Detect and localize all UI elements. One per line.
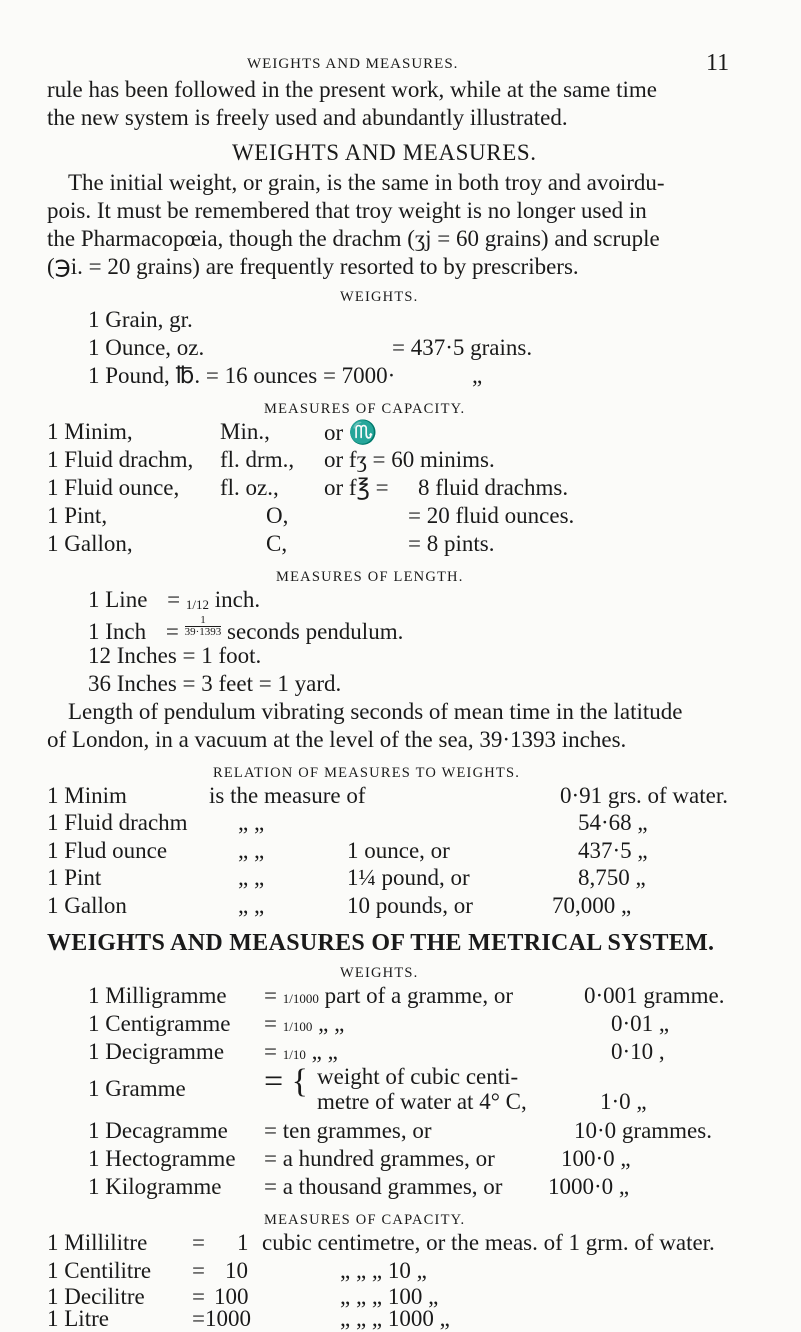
weights-row-pound: 1 Pound, ℔. = 16 ounces = 7000· xyxy=(88,363,396,388)
metric-centi-name: 1 Centigramme xyxy=(88,1011,231,1036)
capacity-pint-value: = 20 fluid ounces. xyxy=(408,503,575,528)
metric-deci-text: „ „ xyxy=(305,1039,338,1064)
capacity-gallon-value: = 8 pints. xyxy=(408,531,495,556)
metric-centi-val: 0·01 „ xyxy=(611,1011,670,1036)
capacity-gallon-abbr: C, xyxy=(266,531,288,556)
relation-gallon-val: 70,000 „ xyxy=(552,893,632,918)
capacity-minim-sym: or ♏ xyxy=(324,420,378,445)
metric-kilo-val: 1000·0 „ xyxy=(548,1174,630,1199)
running-head-title: WEIGHTS AND MEASURES. xyxy=(247,56,459,72)
main-heading: WEIGHTS AND MEASURES. xyxy=(232,140,537,165)
metric-deci-desc xyxy=(264,1039,338,1065)
metric-cap-deci-name: 1 Decilitre xyxy=(47,1284,145,1309)
metric-weights-heading: WEIGHTS. xyxy=(340,965,419,981)
relation-ounce-mid: „ „ xyxy=(238,838,265,863)
relation-gallon-name: 1 Gallon xyxy=(47,893,127,918)
length-foot: 12 Inches = 1 foot. xyxy=(88,643,262,668)
metric-cap-deci-eq: = xyxy=(192,1284,205,1309)
metric-milli-name: 1 Milligramme xyxy=(88,983,227,1008)
intro-line-1: rule has been followed in the present work, while at the same time xyxy=(47,77,657,102)
metric-cap-litre-eq: = xyxy=(192,1306,205,1331)
metric-cap-litre-text: „ „ „ 1000 „ xyxy=(340,1306,450,1331)
metric-gramme-t1: weight of cubic centi- xyxy=(317,1064,519,1089)
weights-heading: WEIGHTS. xyxy=(340,289,419,305)
metric-centi-eq: = xyxy=(264,1011,283,1036)
para-line-4: (℈i. = 20 grains) are frequently resorted to by prescribers. xyxy=(47,254,579,279)
metric-cap-milli-num: 1 xyxy=(237,1230,249,1255)
metric-hecto-text: = a hundred grammes, or xyxy=(264,1146,495,1171)
weights-row-pound-value: „ xyxy=(472,363,483,388)
capacity-minim-name: 1 Minim, xyxy=(47,419,133,444)
metric-cap-deci-text: „ „ „ 100 „ xyxy=(340,1284,439,1309)
relation-pint-mid: „ „ xyxy=(238,865,265,890)
metric-cap-centi-text: „ „ „ 10 „ xyxy=(340,1258,427,1283)
metric-milli-fraction: 1/1000 xyxy=(282,991,319,1006)
capacity-heading: MEASURES OF CAPACITY. xyxy=(264,401,466,417)
relation-gallon-eq: 10 pounds, or xyxy=(347,893,473,918)
metric-deca-val: 10·0 grammes. xyxy=(574,1118,712,1143)
metric-hecto-name: 1 Hectogramme xyxy=(88,1146,236,1171)
capacity-drachm-abbr: fl. drm., xyxy=(220,447,295,472)
metric-deca-name: 1 Decagramme xyxy=(88,1118,228,1143)
intro-line-2: the new system is freely used and abundantly illustrated. xyxy=(47,105,568,130)
metric-cap-centi-name: 1 Centilitre xyxy=(47,1258,152,1283)
metric-centi-fraction: 1/100 xyxy=(282,1019,313,1034)
relation-minim-name: 1 Minim xyxy=(47,783,127,808)
metric-cap-milli-text: cubic centimetre, or the meas. of 1 grm. of water. xyxy=(262,1230,715,1255)
length-heading: MEASURES OF LENGTH. xyxy=(276,569,464,585)
capacity-ounce-value: 8 fluid drachms. xyxy=(418,475,569,500)
metric-gramme-t2: metre of water at 4° C, xyxy=(317,1089,527,1114)
page-number: 11 xyxy=(706,50,730,76)
length-line-label: 1 Line xyxy=(88,587,148,612)
metric-gramme-name: 1 Gramme xyxy=(88,1076,186,1101)
metric-cap-litre-num: 1000 xyxy=(205,1306,251,1331)
relation-heading: RELATION OF MEASURES TO WEIGHTS. xyxy=(213,765,521,781)
metric-cap-centi-eq: = xyxy=(192,1258,205,1283)
length-inch-row xyxy=(88,615,403,645)
metric-gramme-val: 1·0 „ xyxy=(600,1089,647,1114)
metric-deca-text: = ten grammes, or xyxy=(264,1118,432,1143)
metric-centi-text: „ „ xyxy=(312,1011,345,1036)
capacity-pint-abbr: O, xyxy=(266,503,289,528)
weights-row-ounce-value: = 437·5 grains. xyxy=(392,335,533,360)
capacity-ounce-abbr: fl. oz., xyxy=(220,475,279,500)
pendulum-line-2: of London, in a vacuum at the level of the sea, 39·1393 inches. xyxy=(47,727,627,752)
capacity-gallon-name: 1 Gallon, xyxy=(47,531,133,556)
metric-hecto-val: 100·0 „ xyxy=(561,1146,631,1171)
pendulum-line-1: Length of pendulum vibrating seconds of mean time in the latitude xyxy=(68,699,683,724)
relation-minim-mid: is the measure of xyxy=(209,783,366,808)
metric-deci-fraction: 1/10 xyxy=(282,1047,306,1062)
metric-heading: WEIGHTS AND MEASURES OF THE METRICAL SYSTEM. xyxy=(47,930,715,956)
capacity-pint-name: 1 Pint, xyxy=(47,503,108,528)
para-line-2: pois. It must be remembered that troy weight is no longer used in xyxy=(47,198,647,223)
weights-row-grain: 1 Grain, gr. xyxy=(88,307,193,332)
length-line-unit: inch. xyxy=(209,587,261,612)
length-line-fraction: 1/12 xyxy=(185,597,210,612)
metric-kilo-text: = a thousand grammes, or xyxy=(264,1174,503,1199)
metric-deci-eq: = xyxy=(264,1039,283,1064)
metric-cap-milli-eq: = xyxy=(192,1230,205,1255)
length-line-eq: = xyxy=(167,587,186,612)
para-line-1: The initial weight, or grain, is the same in both troy and avoirdu- xyxy=(68,170,665,195)
capacity-drachm-name: 1 Fluid drachm, xyxy=(47,447,194,472)
capacity-minim-abbr: Min., xyxy=(220,419,270,444)
length-yard: 36 Inches = 3 feet = 1 yard. xyxy=(88,671,342,696)
length-inch-frac-den: 39·1393 xyxy=(184,626,222,638)
length-inch-label: 1 Inch xyxy=(88,619,147,644)
relation-pint-val: 8,750 „ xyxy=(578,865,646,890)
relation-ounce-name: 1 Flud ounce xyxy=(47,838,168,863)
metric-centi-desc xyxy=(264,1011,344,1037)
length-inch-eq: = xyxy=(165,619,185,644)
relation-pint-name: 1 Pint xyxy=(47,865,102,890)
length-inch-frac-num: 1 xyxy=(200,614,206,626)
metric-milli-desc xyxy=(264,983,513,1009)
relation-minim-val: 0·91 grs. of water. xyxy=(560,783,728,808)
metric-kilo-name: 1 Kilogramme xyxy=(88,1174,222,1199)
metric-cap-deci-num: 100 xyxy=(214,1284,249,1309)
metric-cap-litre-name: 1 Litre xyxy=(47,1306,109,1331)
metric-capacity-heading: MEASURES OF CAPACITY. xyxy=(264,1212,466,1228)
metric-milli-val: 0·001 gramme. xyxy=(584,983,725,1008)
capacity-drachm-sym: or fʒ = 60 minims. xyxy=(324,447,495,472)
relation-ounce-val: 437·5 „ xyxy=(578,838,648,863)
relation-gallon-mid: „ „ xyxy=(238,893,265,918)
metric-deci-name: 1 Decigramme xyxy=(88,1039,225,1064)
relation-ounce-eq: 1 ounce, or xyxy=(347,838,450,863)
capacity-ounce-sym: or f℥ = xyxy=(324,475,389,500)
metric-deci-val: 0·10 , xyxy=(611,1039,665,1064)
metric-cap-milli-name: 1 Millilitre xyxy=(47,1230,148,1255)
weights-row-ounce: 1 Ounce, oz. xyxy=(88,335,205,360)
metric-milli-text: part of a gramme, or xyxy=(318,983,514,1008)
metric-cap-centi-num: 10 xyxy=(225,1258,248,1283)
metric-gramme-eq: = { xyxy=(264,1063,308,1100)
relation-drachm-name: 1 Fluid drachm xyxy=(47,810,188,835)
length-inch-unit: seconds pendulum. xyxy=(221,619,404,644)
metric-milli-eq: = xyxy=(264,983,283,1008)
capacity-ounce-name: 1 Fluid ounce, xyxy=(47,475,180,500)
length-line-row xyxy=(88,587,260,613)
para-line-3: the Pharmacopœia, though the drachm (ʒj = 60 grains) and scruple xyxy=(47,226,660,251)
relation-drachm-val: 54·68 „ xyxy=(578,810,648,835)
relation-drachm-mid: „ „ xyxy=(238,810,265,835)
relation-pint-eq: 1¼ pound, or xyxy=(347,865,470,890)
length-inch-fraction xyxy=(185,615,222,638)
